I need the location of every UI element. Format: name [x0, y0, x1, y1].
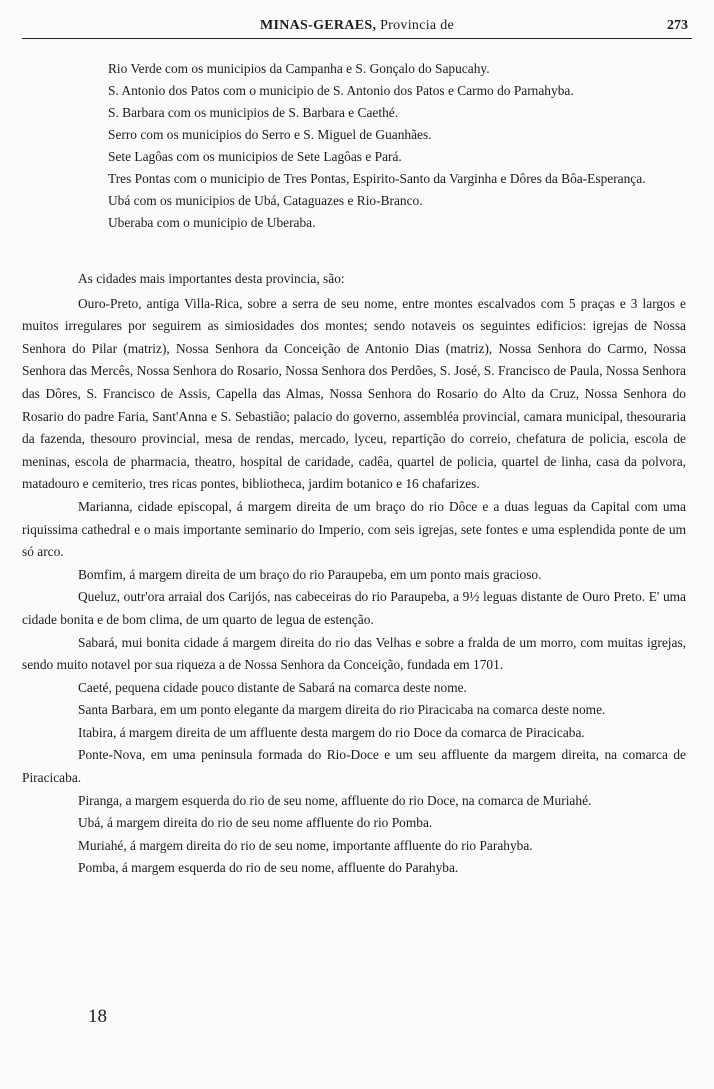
page-number: 273: [667, 18, 688, 33]
city-paragraph-pomba: Pomba, á margem esquerda do rio de seu nome, affluente do Parahyba.: [78, 860, 459, 876]
city-paragraph-itabira: Itabira, á margem direita de um affluente desta margem do rio Doce da comarca de Piracicaba.: [78, 724, 585, 740]
municipality-entry: S. Barbara com os municipios de S. Barbara e Caethé.: [108, 105, 399, 120]
city-paragraph-sabara: Sabará, mui bonita cidade á margem direita do rio das Velhas e sobre a fralda de um morro, com muitas igrejas, sendo muito notavel por sua riqueza a de Nossa Senhora da Conceição, fundada em 1701.: [22, 634, 686, 673]
printer-signature: 18: [88, 1006, 107, 1027]
city-paragraph-uba: Ubá, á margem direita do rio de seu nome affluente do rio Pomba.: [78, 815, 433, 831]
municipality-entry: Uberaba com o municipio de Uberaba.: [108, 215, 316, 230]
city-paragraph-queluz: Queluz, outr'ora arraial dos Carijós, nas cabeceiras do rio Paraupeba, a 9½ leguas distante de Ouro Preto. E' uma cidade bonita e de bom clima, de um quarto de legua de estenção.: [22, 589, 686, 627]
header-title-rest: Provincia de: [376, 18, 455, 33]
municipality-entry: S. Antonio dos Patos com o municipio de S. Antonio dos Patos e Carmo do Parnahyba.: [108, 83, 574, 98]
city-paragraph-santa-barbara: Santa Barbara, em um ponto elegante da margem direita do rio Piracicaba na comarca deste nome.: [78, 702, 606, 718]
municipality-entry: Serro com os municipios do Serro e S. Miguel de Guanhães.: [108, 127, 432, 142]
city-paragraph-bomfim: Bomfim, á margem direita de um braço do rio Paraupeba, em um ponto mais gracioso.: [78, 566, 542, 582]
header-title: [22, 18, 692, 34]
cities-section: [22, 268, 686, 880]
city-paragraph-marianna: Marianna, cidade episcopal, á margem direita de um braço do rio Dôce e a duas leguas da Capital com uma riquissima cathedral e o mais importante seminario do Imperio, com seis igrejas, sete fontes e uma esplendida ponte de um só arco.: [22, 498, 686, 560]
section-intro: As cidades mais importantes desta provincia, são:: [78, 271, 345, 286]
municipality-entry: Sete Lagôas com os municipios de Sete Lagôas e Pará.: [108, 149, 402, 164]
city-paragraph-ponte-nova: Ponte-Nova, em uma peninsula formada do Rio-Doce e um seu affluente da margem direita, na comarca de Piracicaba.: [22, 747, 686, 786]
municipality-entry: Ubá com os municipios de Ubá, Cataguazes e Rio-Branco.: [108, 193, 423, 208]
page-header: [22, 16, 692, 39]
city-paragraph-piranga: Piranga, a margem esquerda do rio de seu nome, affluente do rio Doce, na comarca de Muriahé.: [78, 792, 592, 808]
city-paragraph-caete: Caeté, pequena cidade pouco distante de Sabará na comarca deste nome.: [78, 679, 467, 695]
city-paragraph-muriahe: Muriahé, á margem direita do rio de seu nome, importante affluente do rio Parahyba.: [78, 837, 533, 853]
municipality-entry: Tres Pontas com o municipio de Tres Pontas, Espirito-Santo da Varginha e Dôres da Bôa-Esperança.: [108, 171, 646, 186]
municipality-entry: Rio Verde com os municipios da Campanha e S. Gonçalo do Sapucahy.: [108, 61, 490, 76]
city-paragraph-ouro-preto: Ouro-Preto, antiga Villa-Rica, sobre a serra de seu nome, entre montes escalvados com 5 praças e 3 largos e muitos irregulares por seguirem as simiosidades dos montes; sendo notaveis os seguintes edificios: igrejas de Nossa Senhora do Pilar (matriz), Nossa Senhora da Conceição de Antonio Dias (matriz), Nossa Senhora do Carmo, Nossa Senhora das Mercês, Nossa Senhora do Rosario, Nossa Senhora dos Perdões, S. José, S. Francisco de Paula, Nossa Senhora das Dôres, S. Francisco de Assis, Capella das Almas, Nossa Senhora do Rosario do Alto da Cruz, Nossa Senhora do Rosario do padre Faria, Sant'Anna e S. Sebastião; palacio do governo, assembléa provincial, camara municipal, thesouraria da fazenda, thesouro provincial, mesa de rendas, mercado, lyceu, repartição do correio, chefatura de policia, escola de meninas, escola de pharmacia, theatro, hospital de caridade, cadêa, quartel de policia, quartel de linha, casa da polvora, matadouro e cemiterio, tres ricas pontes, bibliotheca, jardim botanico e 16 chafarizes.: [22, 295, 686, 492]
municipalities-list: [108, 58, 690, 234]
header-title-main: MINAS-GERAES,: [259, 18, 377, 33]
